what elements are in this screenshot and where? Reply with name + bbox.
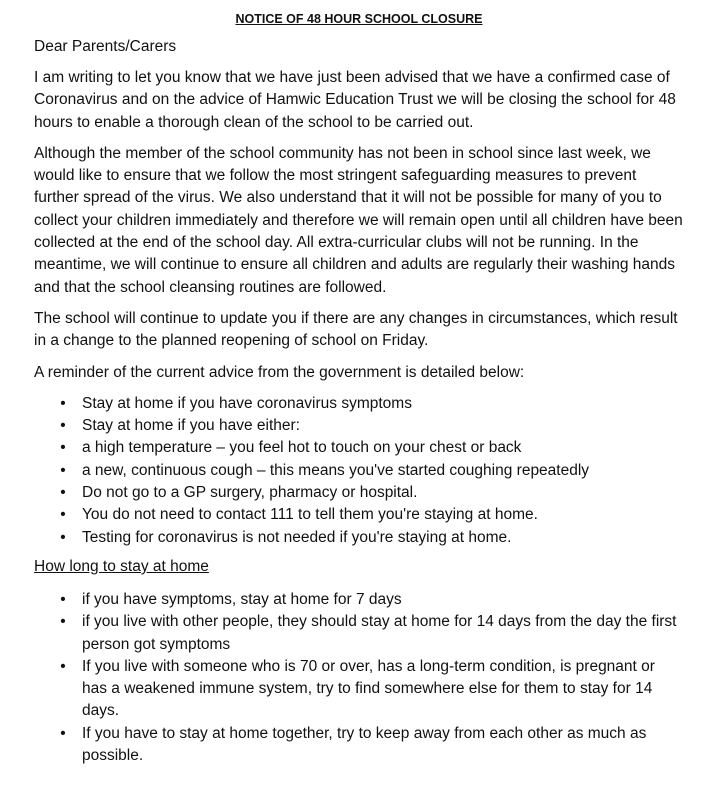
list-item xyxy=(34,437,684,459)
bullet-icon: • xyxy=(60,461,66,479)
list-item-text: a new, continuous cough – this means you've started coughing repeatedly xyxy=(82,461,590,479)
list-item xyxy=(34,611,684,656)
bullet-icon: • xyxy=(60,417,66,435)
bullet-icon: • xyxy=(60,657,66,675)
bullet-icon: • xyxy=(60,613,66,631)
list-item-text: Stay at home if you have coronavirus symptoms xyxy=(82,394,412,412)
bullet-icon: • xyxy=(60,484,66,502)
list-item-text: You do not need to contact 111 to tell them you're staying at home. xyxy=(82,506,538,524)
list-item xyxy=(34,460,684,482)
salutation: Dear Parents/Carers xyxy=(34,38,177,55)
list-item-text: Stay at home if you have either: xyxy=(82,417,300,435)
bullet-icon: • xyxy=(60,528,66,546)
bullet-icon: • xyxy=(60,394,66,412)
list-item-text: a high temperature – you feel hot to touch on your chest or back xyxy=(82,439,522,457)
list-item-text: Do not go to a GP surgery, pharmacy or hospital. xyxy=(82,484,418,502)
section-heading-duration: How long to stay at home xyxy=(34,557,209,575)
list-item-text: if you have symptoms, stay at home for 7 days xyxy=(82,590,402,608)
bullet-icon: • xyxy=(60,506,66,524)
bullet-icon: • xyxy=(60,439,66,457)
list-item xyxy=(34,589,684,611)
paragraph-advice-intro: A reminder of the current advice from the government is detailed below: xyxy=(34,363,525,381)
notice-title: NOTICE OF 48 HOUR SCHOOL CLOSURE xyxy=(235,12,483,26)
duration-bullet-list xyxy=(34,589,684,767)
list-item xyxy=(34,482,684,504)
bullet-icon: • xyxy=(60,590,66,608)
list-item-text: if you live with other people, they should stay at home for 14 days from the day the first person got symptoms xyxy=(82,613,677,653)
paragraph-safeguarding: Although the member of the school community has not been in school since last week, we would like to ensure that we follow the most stringent safeguarding measures to prevent further spread of the virus. We also understand that it will not be possible for many of you to collect your children immediately and therefore we will remain open until all children have been collected at the end of the school day. All extra-curricular clubs will not be running. In the meantime, we will continue to ensure all children and adults are regularly their washing hands and that the school cleansing routines are followed. xyxy=(34,144,683,296)
list-item-text: If you live with someone who is 70 or over, has a long-term condition, is pregnant or has a weakened immune system, try to find somewhere else for them to stay for 14 days. xyxy=(82,657,655,720)
list-item xyxy=(34,656,684,723)
advice-bullet-list xyxy=(34,393,684,549)
list-item xyxy=(34,393,684,415)
list-item-text: Testing for coronavirus is not needed if you're staying at home. xyxy=(82,528,512,546)
bullet-icon: • xyxy=(60,724,66,742)
list-item xyxy=(34,527,684,549)
list-item xyxy=(34,504,684,526)
list-item xyxy=(34,415,684,437)
list-item xyxy=(34,723,684,768)
list-item-text: If you have to stay at home together, try to keep away from each other as much as possible. xyxy=(82,724,647,765)
paragraph-updates: The school will continue to update you if there are any changes in circumstances, which result in a change to the planned reopening of school on Friday. xyxy=(34,309,678,350)
paragraph-announcement: I am writing to let you know that we have just been advised that we have a confirmed case of Coronavirus and on the advice of Hamwic Education Trust we will be closing the school for 48 hours to enable a thorough clean of the school to be carried out. xyxy=(34,69,676,131)
